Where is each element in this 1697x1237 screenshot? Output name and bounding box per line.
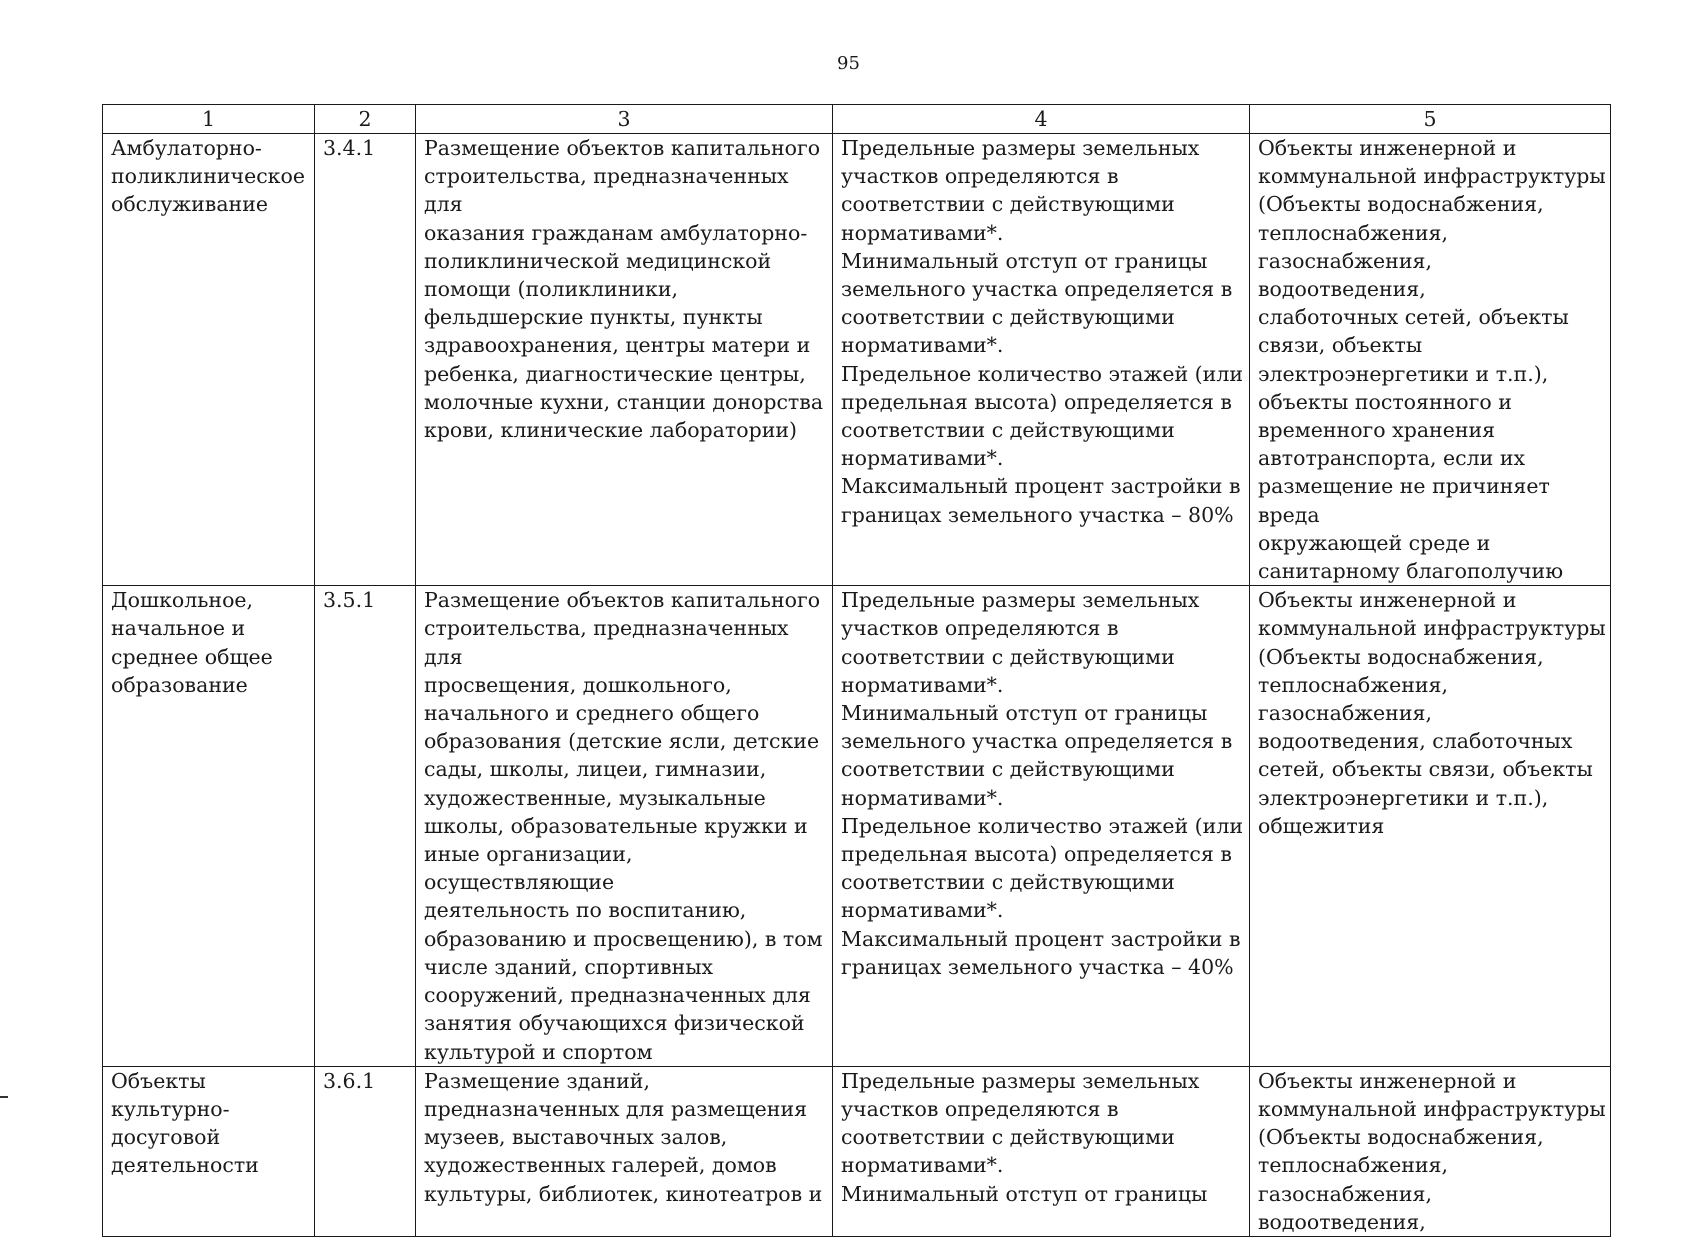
scan-margin-mark [0, 1096, 8, 1098]
use-type-description: Размещение объектов капитального строительства, предназначенных для оказания гражданам амбулаторно- поликлинической медицинской помощи (поликлиники, фельдшерские пункты, пункты здравоохранения, центры матери и ребенка, диагностические центры, молочные кухни, станции донорства крови, клинические лаборатории) [416, 134, 833, 586]
use-type-code: 3.5.1 [315, 586, 416, 1066]
table-row [103, 1066, 1611, 1236]
land-use-table [102, 104, 1611, 1237]
auxiliary-uses: Объекты инженерной и коммунальной инфраструктуры (Объекты водоснабжения, теплоснабжения, газоснабжения, водоотведения, [1250, 1066, 1611, 1236]
table-header-row [103, 105, 1611, 134]
column-header: 3 [416, 105, 833, 134]
use-type-code: 3.4.1 [315, 134, 416, 586]
column-header: 5 [1250, 105, 1611, 134]
column-header: 1 [103, 105, 315, 134]
page-number: 95 [837, 53, 860, 74]
use-type-name: Амбулаторно- поликлиническое обслуживание [103, 134, 315, 586]
table-row [103, 586, 1611, 1066]
auxiliary-uses: Объекты инженерной и коммунальной инфраструктуры (Объекты водоснабжения, теплоснабжения, газоснабжения, водоотведения, слаботочных сетей, объекты связи, объекты электроэнергетики и т.п.), общежития [1250, 586, 1611, 1066]
auxiliary-uses: Объекты инженерной и коммунальной инфраструктуры (Объекты водоснабжения, теплоснабжения, газоснабжения, водоотведения, слаботочных сетей, объекты связи, объекты электроэнергетики и т.п.), объекты постоянного и временного хранения автотранспорта, если их размещение не причиняет вреда окружающей среде и санитарному благополучию [1250, 134, 1611, 586]
construction-parameters: Предельные размеры земельных участков определяются в соответствии с действующими нормативами*. Минимальный отступ от границы [833, 1066, 1250, 1236]
column-header: 4 [833, 105, 1250, 134]
construction-parameters: Предельные размеры земельных участков определяются в соответствии с действующими нормативами*. Минимальный отступ от границы земельного участка определяется в соответствии с действующими нормативами*. Предельное количество этажей (или предельная высота) определяется в соответствии с действующими нормативами*. Максимальный процент застройки в границах земельного участка – 40% [833, 586, 1250, 1066]
use-type-code: 3.6.1 [315, 1066, 416, 1236]
column-header: 2 [315, 105, 416, 134]
use-type-description: Размещение объектов капитального строительства, предназначенных для просвещения, дошкольного, начального и среднего общего образования (детские ясли, детские сады, школы, лицеи, гимназии, художественные, музыкальные школы, образовательные кружки и иные организации, осуществляющие деятельность по воспитанию, образованию и просвещению), в том числе зданий, спортивных сооружений, предназначенных для занятия обучающихся физической культурой и спортом [416, 586, 833, 1066]
construction-parameters: Предельные размеры земельных участков определяются в соответствии с действующими нормативами*. Минимальный отступ от границы земельного участка определяется в соответствии с действующими нормативами*. Предельное количество этажей (или предельная высота) определяется в соответствии с действующими нормативами*. Максимальный процент застройки в границах земельного участка – 80% [833, 134, 1250, 586]
table-row [103, 134, 1611, 586]
use-type-name: Объекты культурно- досуговой деятельности [103, 1066, 315, 1236]
use-type-description: Размещение зданий, предназначенных для размещения музеев, выставочных залов, художественных галерей, домов культуры, библиотек, кинотеатров и [416, 1066, 833, 1236]
use-type-name: Дошкольное, начальное и среднее общее образование [103, 586, 315, 1066]
